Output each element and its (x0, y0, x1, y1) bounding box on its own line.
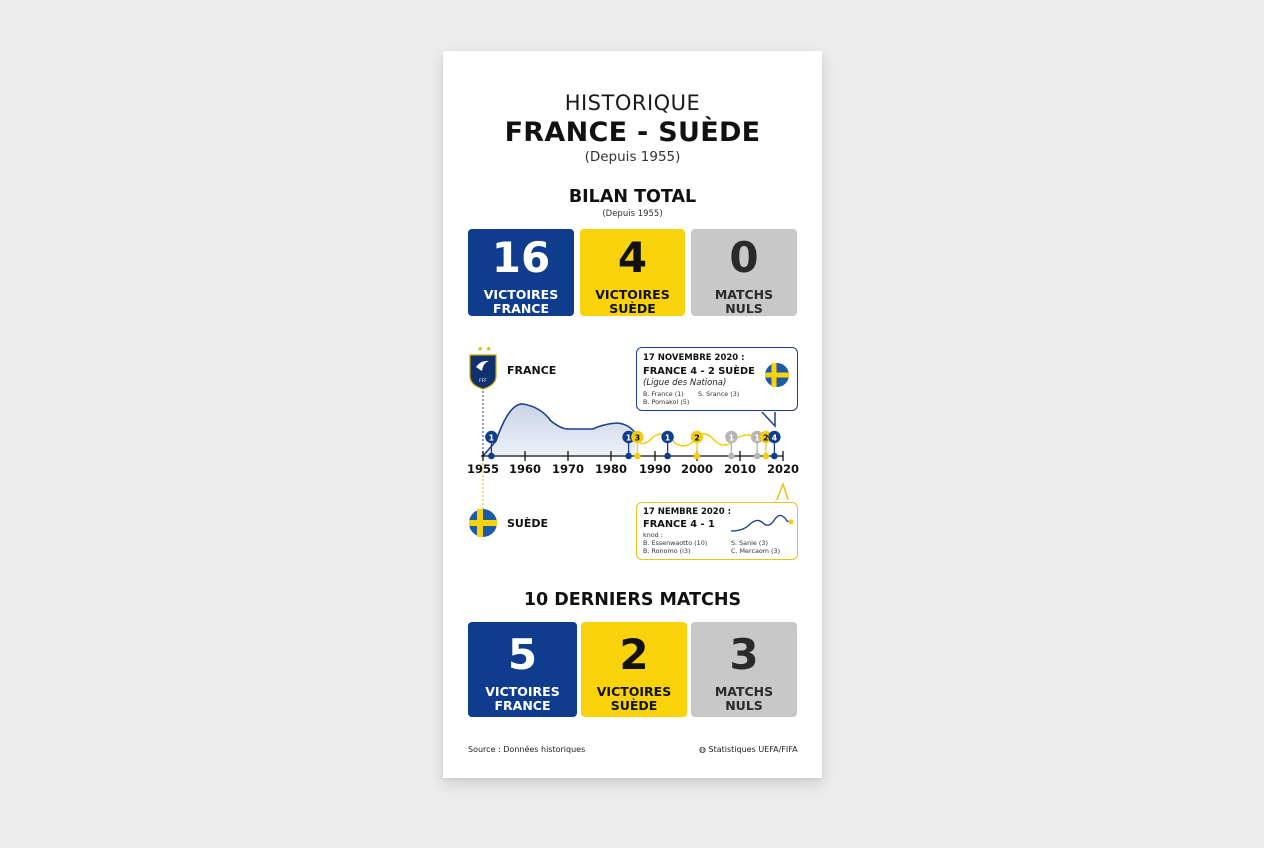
marker-axis-dot (728, 453, 735, 460)
team-label-france: FRANCE (507, 364, 557, 377)
marker-axis-dot (625, 453, 632, 460)
last10-france-wins-label2: FRANCE (494, 698, 551, 713)
marker-axis-dot (754, 453, 761, 460)
total-france-wins-label1: VICTOIRES (483, 287, 559, 302)
header-title: FRANCE - SUÈDE (504, 117, 761, 148)
match-marker-label: 1 (664, 433, 671, 443)
sweden-flag-icon (764, 362, 790, 388)
callout-sweden (636, 502, 798, 560)
team-label-sweden: SUÈDE (507, 517, 549, 530)
marker-axis-dot (694, 453, 701, 460)
fff-crest-icon (470, 345, 496, 389)
fff-crest-text: FFF (479, 379, 487, 384)
total-title: BILAN TOTAL (568, 187, 697, 207)
callout-sweden-scorer-4: C. Mercaom (3) (731, 547, 781, 555)
marker-axis-dot (771, 453, 778, 460)
callout-sweden-note: knod : (643, 531, 663, 539)
last10-draws-value: 3 (729, 630, 759, 679)
match-marker-label: 4 (771, 433, 778, 443)
match-marker-label: 3 (634, 433, 641, 443)
total-sweden-wins-label2: SUÈDE (609, 301, 656, 316)
marker-axis-dot (488, 453, 495, 460)
callout-france-date: 17 NOVEMBRE 2020 : (643, 353, 745, 363)
footer-credit-text: Statistiques UEFA/FIFA (708, 745, 798, 754)
total-sweden-wins-label1: VICTOIRES (595, 287, 670, 302)
axis-tick-label: 1980 (594, 462, 627, 476)
footer-credit (699, 745, 798, 754)
last10-title: 10 DERNIERS MATCHS (523, 590, 742, 610)
axis-tick-label: 2000 (680, 462, 713, 476)
marker-axis-dot (763, 453, 770, 460)
last10-france-wins-label1: VICTOIRES (485, 684, 560, 699)
last10-draws-label1: MATCHS (714, 684, 774, 699)
last10-sweden-wins-label2: SUÈDE (610, 698, 658, 713)
axis-tick-label: 1970 (551, 462, 584, 476)
svg-text:★ ★: ★ ★ (477, 345, 492, 353)
last10-sweden-wins-box (581, 622, 687, 717)
header-subtitle: (Depuis 1955) (584, 149, 681, 165)
header-pre-title: HISTORIQUE (564, 91, 701, 115)
marker-axis-dot (634, 453, 641, 460)
callout-france-scorer-3: S. Srance (3) (698, 390, 740, 398)
axis-tick-label: 1960 (508, 462, 541, 476)
sweden-flag-icon (469, 509, 497, 537)
callout-france-score: FRANCE 4 - 2 SUÈDE (643, 366, 755, 377)
marker-axis-dot (664, 453, 671, 460)
last10-sweden-wins-label1: VICTOIRES (596, 684, 672, 699)
match-marker-label: 2 (694, 433, 700, 443)
callout-sweden-scorer-2: B. Ronomo (l3) (643, 547, 691, 555)
match-marker-label: 2 (763, 433, 769, 443)
total-subtitle: (Depuis 1955) (602, 209, 663, 219)
last10-draws-label2: NULS (725, 698, 763, 713)
callout-sweden-scorer-1: B. Essenwaotto (10) (643, 539, 708, 547)
callout-sweden-score: FRANCE 4 - 1 (643, 519, 715, 530)
match-marker-label: 1 (754, 433, 760, 443)
total-france-wins-label2: FRANCE (492, 301, 549, 316)
total-draws-label1: MATCHS (714, 287, 774, 302)
footer-source: Source : Données historiques (468, 745, 586, 754)
total-sweden-wins-value: 4 (617, 233, 648, 282)
axis-tick-label: 2020 (766, 462, 799, 476)
globe-icon: ◍ (699, 745, 706, 754)
last10-france-wins-box (468, 622, 577, 717)
axis-tick-label: 1990 (638, 462, 671, 476)
callout-france (636, 347, 798, 411)
callout-france-scorer-1: B. France (1) (643, 390, 684, 398)
callout-sweden-scorer-3: S. Sanle (3) (731, 539, 768, 547)
match-marker-label: 1 (728, 433, 735, 443)
last10-france-wins-value: 5 (507, 630, 538, 679)
axis-tick-label: 2010 (723, 462, 756, 476)
last10-draws-box (691, 622, 797, 717)
last10-sweden-wins-value: 2 (619, 630, 649, 679)
callout-sweden-date: 17 NEMBRE 2020 : (643, 507, 731, 517)
callout-france-scorer-2: B. Pomakol (5) (643, 398, 690, 406)
match-marker-label: 1 (625, 433, 632, 443)
total-france-wins-value: 16 (491, 233, 551, 282)
axis-tick-label: 1955 (466, 462, 499, 476)
total-draws-value: 0 (729, 233, 759, 282)
match-marker-label: 1 (488, 433, 495, 443)
callout-france-competition: (Ligue des Nationa) (643, 378, 727, 388)
infographic-card (443, 51, 822, 778)
total-draws-label2: NULS (725, 301, 763, 316)
mini-trend-sparkline (729, 507, 795, 537)
